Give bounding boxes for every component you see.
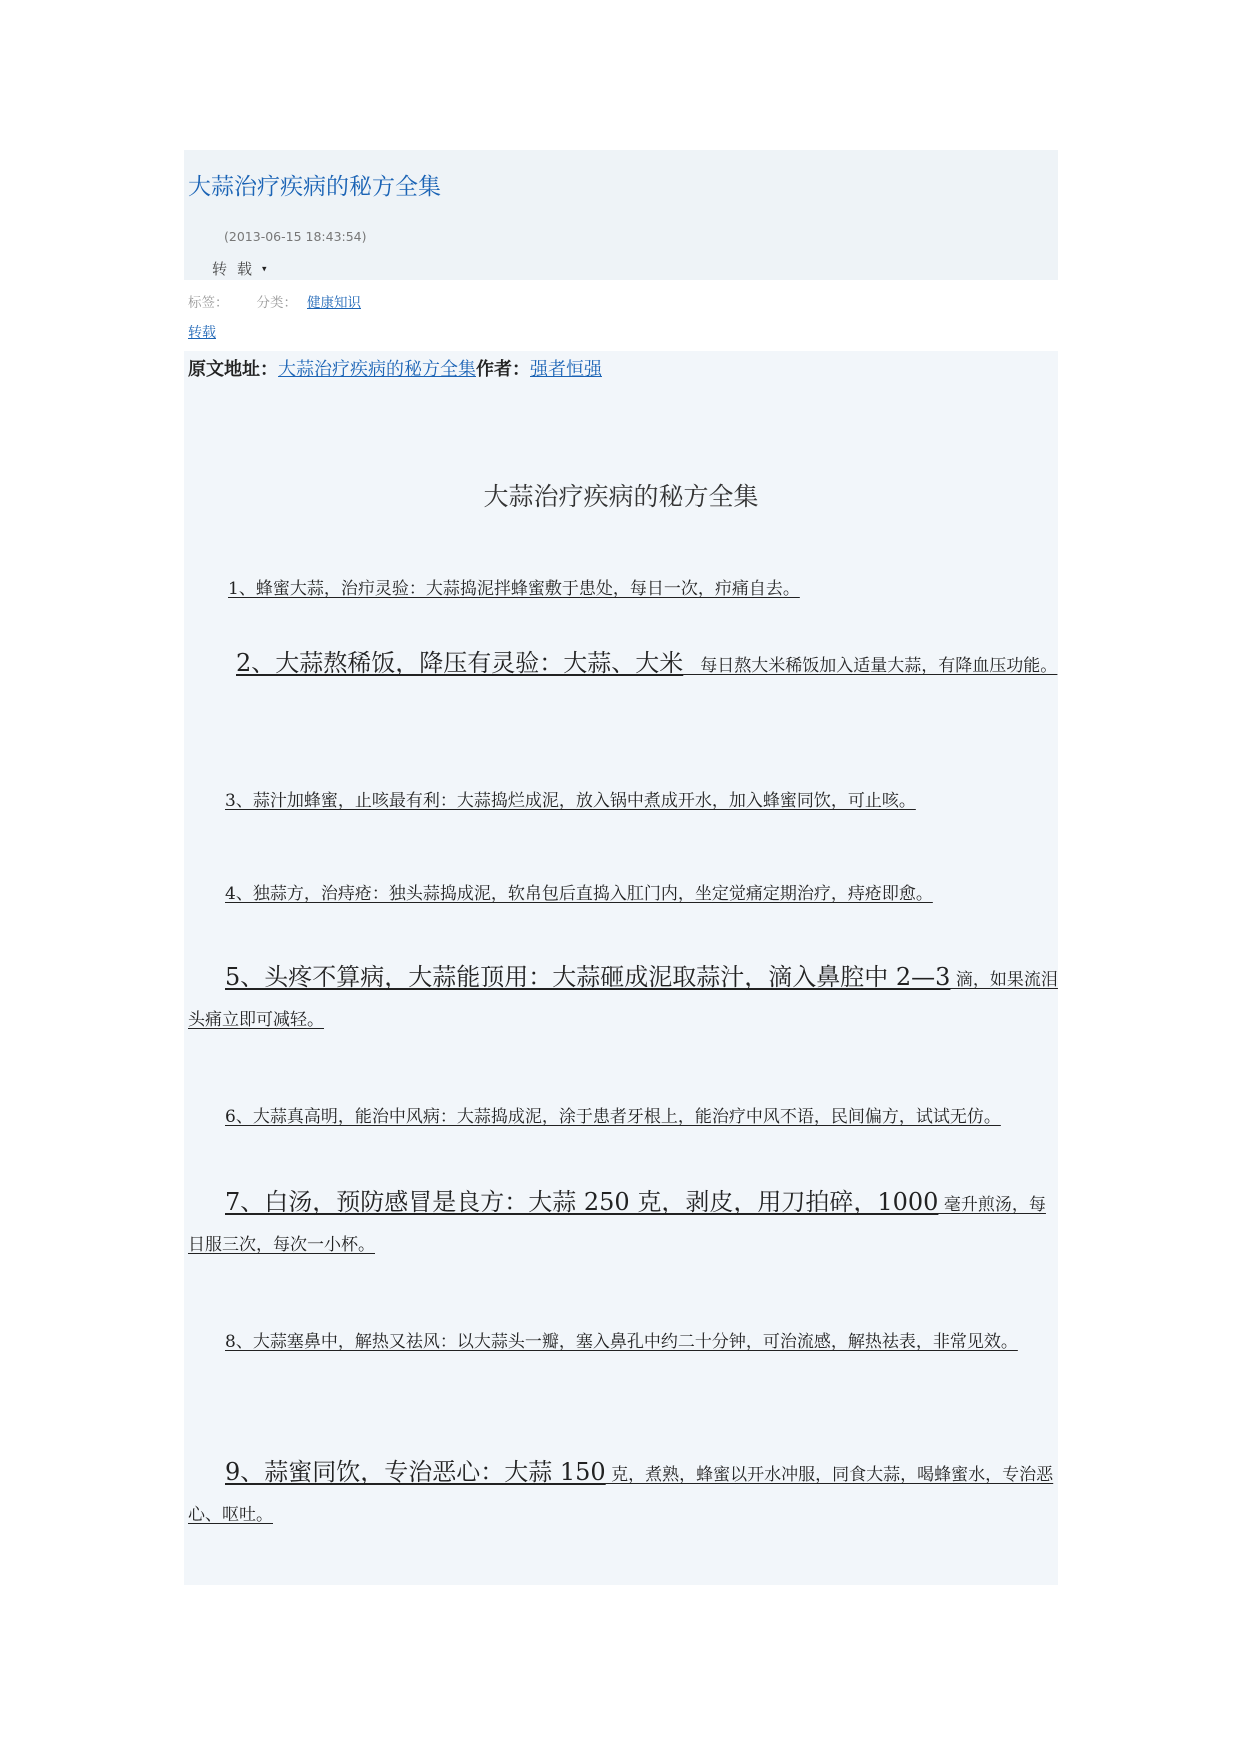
- post-date: (2013-06-15 18:43:54): [224, 229, 367, 244]
- chevron-down-icon: ▾: [262, 264, 267, 275]
- category-link[interactable]: 健康知识: [307, 295, 361, 311]
- item-text: 3、蒜汁加蜂蜜，止咳最有利：大蒜捣烂成泥，放入锅中煮成开水，加入蜂蜜同饮，可止咳。: [225, 791, 916, 811]
- source-link[interactable]: 大蒜治疗疾病的秘方全集: [278, 359, 476, 380]
- repost-link[interactable]: 转载: [188, 325, 216, 341]
- item-lead: 7、白汤，预防感冒是良方：大蒜 250 克，剥皮，用刀拍碎，1000: [225, 1188, 939, 1216]
- source-line: [188, 355, 602, 381]
- item-text: 8、大蒜塞鼻中，解热又祛风：以大蒜头一瓣，塞入鼻孔中约二十分钟，可治流感，解热祛表，非常见效。: [225, 1332, 1018, 1352]
- list-item: [188, 1452, 1058, 1535]
- item-text: 4、独蒜方，治痔疮：独头蒜捣成泥，软帛包后直捣入肛门内，坐定觉痛定期治疗，痔疮即愈。: [225, 884, 933, 904]
- page-title[interactable]: 大蒜治疗疾病的秘方全集: [188, 174, 441, 200]
- tags-line: [188, 291, 361, 311]
- repost-menu-label: 转载: [212, 260, 263, 278]
- item-text: 滴，如果流泪头痛立即可减轻。: [188, 970, 1058, 1030]
- item-lead: 2、大蒜熬稀饭，降压有灵验：大蒜、大米: [236, 649, 684, 677]
- list-item: [188, 1097, 1058, 1137]
- list-item: [188, 569, 1058, 609]
- list-item: [188, 643, 1058, 686]
- author-label: 作者：: [476, 359, 530, 380]
- list-item: [188, 874, 1058, 914]
- author-link[interactable]: 强者恒强: [530, 359, 602, 380]
- item-text: 1、蜂蜜大蒜，治疖灵验：大蒜捣泥拌蜂蜜敷于患处，每日一次，疖痛自去。: [228, 579, 800, 599]
- list-item: [188, 1182, 1058, 1265]
- article-heading: 大蒜治疗疾病的秘方全集: [483, 482, 759, 511]
- item-lead: 9、蒜蜜同饮，专治恶心：大蒜 150: [225, 1458, 606, 1486]
- item-lead: 5、头疼不算病，大蒜能顶用：大蒜砸成泥取蒜汁，滴入鼻腔中 2—3: [225, 963, 951, 991]
- list-item: [188, 781, 1058, 821]
- item-text: 毫升煎汤，每日服三次，每次一小杯。: [188, 1195, 1046, 1255]
- category-label: 分类：: [256, 295, 297, 311]
- repost-menu-button[interactable]: [212, 258, 267, 279]
- source-label: 原文地址：: [188, 359, 278, 380]
- item-text: 克，煮熟，蜂蜜以开水冲服，同食大蒜，喝蜂蜜水，专治恶心、呕吐。: [188, 1465, 1054, 1525]
- item-text: 6、大蒜真高明，能治中风病：大蒜捣成泥，涂于患者牙根上，能治疗中风不语，民间偏方，试试无仿。: [225, 1107, 1001, 1127]
- list-item: [188, 1322, 1058, 1362]
- tag-label: 标签：: [188, 295, 229, 311]
- list-item: [188, 957, 1058, 1040]
- item-text: 每日熬大米稀饭加入适量大蒜，有降血压功能。: [683, 656, 1058, 676]
